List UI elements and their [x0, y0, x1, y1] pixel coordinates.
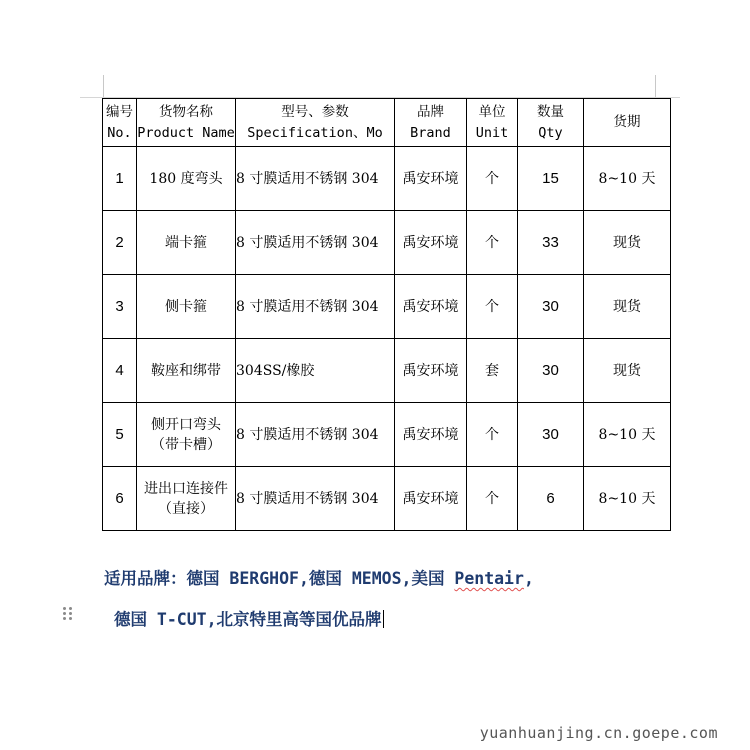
cell-brand[interactable]: 禹安环境 — [395, 211, 467, 275]
cell-unit[interactable]: 个 — [467, 275, 518, 339]
cell-unit[interactable]: 个 — [467, 467, 518, 531]
footnote-text: 适用品牌：德国 BERGHOF,德国 MEMOS,美国 — [104, 569, 455, 588]
cell-specification[interactable]: 8 寸膜适用不锈钢 304 — [236, 275, 395, 339]
header-product-name[interactable]: 货物名称 Product Name — [137, 99, 236, 147]
cell-no[interactable]: 4 — [103, 339, 137, 403]
header-specification[interactable]: 型号、参数 Specification、Mo — [236, 99, 395, 147]
cell-qty[interactable]: 30 — [518, 403, 584, 467]
cell-product-name[interactable]: 端卡箍 — [137, 211, 236, 275]
cell-no[interactable]: 3 — [103, 275, 137, 339]
cell-brand[interactable]: 禹安环境 — [395, 403, 467, 467]
cell-unit[interactable]: 个 — [467, 147, 518, 211]
header-unit[interactable]: 单位 Unit — [467, 99, 518, 147]
cell-lead-time[interactable]: 现货 — [584, 339, 671, 403]
cell-product-name[interactable]: 进出口连接件 （直接） — [137, 467, 236, 531]
cell-qty[interactable]: 33 — [518, 211, 584, 275]
cell-lead-time[interactable]: 现货 — [584, 275, 671, 339]
cell-product-name[interactable]: 侧卡箍 — [137, 275, 236, 339]
applicable-brands-line-1[interactable] — [104, 565, 534, 589]
cell-unit[interactable]: 个 — [467, 403, 518, 467]
cell-qty[interactable]: 30 — [518, 275, 584, 339]
header-brand[interactable]: 品牌 Brand — [395, 99, 467, 147]
cell-specification[interactable]: 8 寸膜适用不锈钢 304 — [236, 147, 395, 211]
product-table — [102, 98, 671, 531]
watermark: yuanhuanjing.cn.goepe.com — [479, 724, 718, 742]
cell-product-name[interactable]: 侧开口弯头 （带卡槽） — [137, 403, 236, 467]
cell-product-name[interactable]: 180 度弯头 — [137, 147, 236, 211]
cell-brand[interactable]: 禹安环境 — [395, 147, 467, 211]
cell-specification[interactable]: 304SS/橡胶 — [236, 339, 395, 403]
text-cursor — [383, 610, 384, 628]
table-row — [103, 275, 671, 339]
cell-no[interactable]: 5 — [103, 403, 137, 467]
cell-qty[interactable]: 6 — [518, 467, 584, 531]
cell-specification[interactable]: 8 寸膜适用不锈钢 304 — [236, 467, 395, 531]
cell-product-name[interactable]: 鞍座和绑带 — [137, 339, 236, 403]
cell-brand[interactable]: 禹安环境 — [395, 275, 467, 339]
cell-no[interactable]: 6 — [103, 467, 137, 531]
table-row — [103, 339, 671, 403]
table-header-row — [103, 99, 671, 147]
footnote-text: , — [523, 569, 534, 588]
cell-brand[interactable]: 禹安环境 — [395, 467, 467, 531]
cell-qty[interactable]: 15 — [518, 147, 584, 211]
cell-unit[interactable]: 套 — [467, 339, 518, 403]
table-row — [103, 211, 671, 275]
cell-specification[interactable]: 8 寸膜适用不锈钢 304 — [236, 211, 395, 275]
table-row — [103, 403, 671, 467]
cell-no[interactable]: 1 — [103, 147, 137, 211]
page-corner-guide-left — [103, 75, 104, 97]
footnote-text: 德国 T-CUT,北京特里高等国优品牌 — [114, 610, 382, 629]
page-corner-guide-right — [655, 75, 656, 97]
table-row — [103, 467, 671, 531]
header-no[interactable]: 编号 No. — [103, 99, 137, 147]
cell-lead-time[interactable]: 8~10 天 — [584, 467, 671, 531]
paragraph-drag-handle-icon[interactable] — [63, 607, 73, 623]
cell-qty[interactable]: 30 — [518, 339, 584, 403]
applicable-brands-line-2[interactable] — [114, 606, 384, 630]
cell-no[interactable]: 2 — [103, 211, 137, 275]
cell-lead-time[interactable]: 8~10 天 — [584, 403, 671, 467]
table-row — [103, 147, 671, 211]
cell-brand[interactable]: 禹安环境 — [395, 339, 467, 403]
header-qty[interactable]: 数量 Qty — [518, 99, 584, 147]
cell-lead-time[interactable]: 8~10 天 — [584, 147, 671, 211]
spellcheck-flagged-word[interactable]: Pentair — [454, 569, 524, 588]
cell-unit[interactable]: 个 — [467, 211, 518, 275]
cell-lead-time[interactable]: 现货 — [584, 211, 671, 275]
header-lead-time[interactable]: 货期 — [584, 99, 671, 147]
cell-specification[interactable]: 8 寸膜适用不锈钢 304 — [236, 403, 395, 467]
